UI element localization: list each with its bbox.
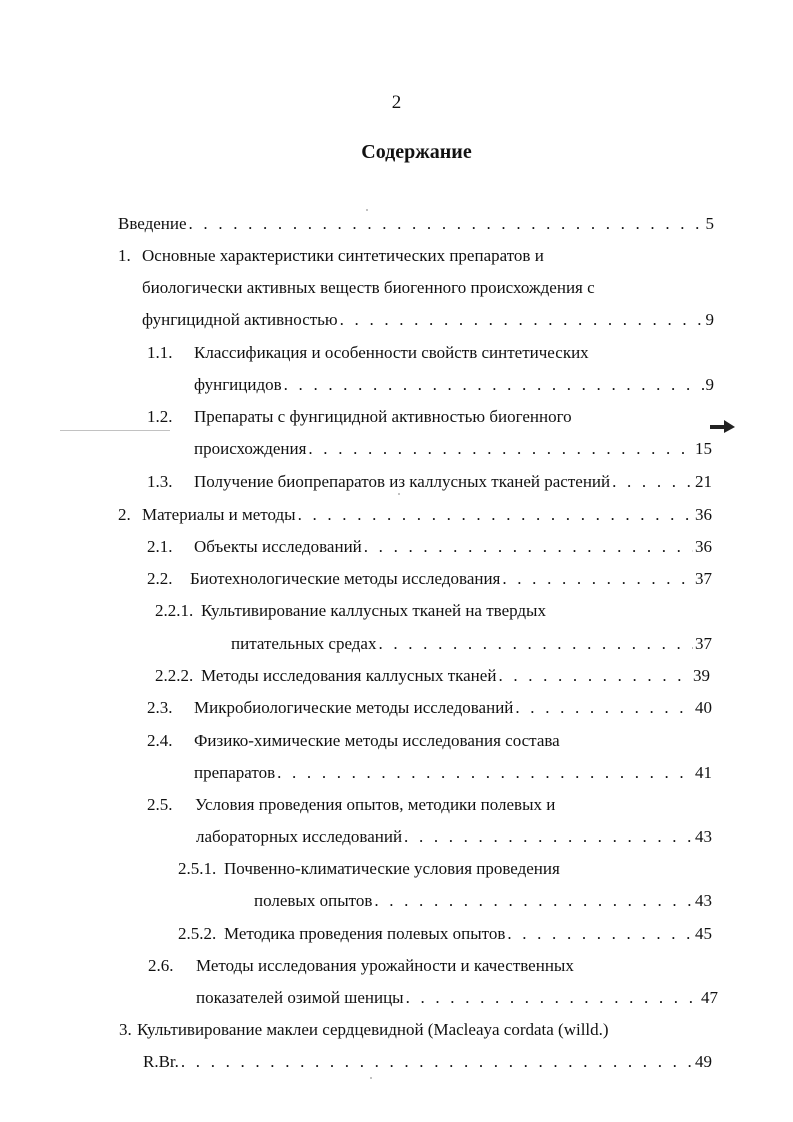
toc-entry-continuation — [142, 275, 714, 301]
toc-entry-number: 2.5. — [147, 795, 173, 814]
toc-leader — [308, 436, 693, 462]
toc-entry-text: фунгицидной активностью — [142, 310, 338, 329]
toc-leader — [298, 502, 693, 528]
toc-entry-number: 2.2.1. — [155, 601, 194, 620]
toc-entry — [118, 502, 712, 528]
toc-entry-number: 2.2. — [147, 569, 173, 588]
toc-entry — [147, 792, 712, 818]
toc-leader — [364, 534, 693, 560]
toc-entry-number: 1.1. — [147, 343, 173, 362]
toc-entry-text: Введение — [118, 214, 187, 233]
toc-entry — [178, 856, 712, 882]
toc-entry-page: 43 — [695, 827, 712, 846]
toc-leader — [498, 663, 691, 689]
toc-entry-continuation — [194, 436, 712, 462]
toc-entry-continuation — [231, 631, 712, 657]
toc-leader — [284, 372, 704, 398]
toc-entry-text: полевых опытов — [254, 891, 373, 910]
toc-entry-number: 2.5.2. — [178, 924, 217, 943]
toc-entry-text: Культивирование маклеи сердцевидной (Macleaya cordata (willd.) — [137, 1020, 609, 1039]
toc-entry-number: 2.4. — [147, 731, 173, 750]
toc-entry-page: 39 — [693, 666, 710, 685]
toc-entry — [147, 469, 712, 495]
toc-entry-number: 2.3. — [147, 698, 173, 717]
toc-entry-text: Получение биопрепаратов из каллусных тканей растений — [194, 472, 611, 491]
toc-entry-text: происхождения — [194, 439, 307, 458]
toc-entry-text: питательных средах — [231, 634, 377, 653]
toc-entry-text: Биотехнологические методы исследования — [190, 569, 501, 588]
toc-entry-text: препаратов — [194, 763, 276, 782]
scan-speck — [366, 209, 368, 211]
toc-entry-page: 49 — [695, 1052, 712, 1071]
toc-entry-text: Классификация и особенности свойств синтетических — [194, 343, 589, 362]
toc-entry — [119, 1017, 719, 1043]
toc-entry — [147, 404, 714, 430]
toc-entry-number: 1. — [118, 246, 131, 265]
toc-entry-number: 2.5.1. — [178, 859, 217, 878]
toc-entry-number: 1.2. — [147, 407, 173, 426]
toc-entry-text: Микробиологические методы исследований — [194, 698, 514, 717]
toc-entry-page: 9 — [705, 310, 714, 329]
toc-entry-text: Материалы и методы — [142, 505, 296, 524]
toc-entry-text: Условия проведения опытов, методики полевых и — [195, 795, 556, 814]
toc-entry-number: 1.3. — [147, 472, 173, 491]
toc-leader — [181, 1049, 693, 1075]
toc-leader — [189, 211, 704, 237]
toc-leader — [340, 307, 704, 333]
toc-entry-page: 36 — [695, 537, 712, 556]
toc-entry-page: 43 — [695, 891, 712, 910]
toc-entry-text: Методы исследования урожайности и качественных — [196, 956, 574, 975]
toc-entry-page: 37 — [695, 569, 712, 588]
toc-entry-page: 36 — [695, 505, 712, 524]
toc-leader — [378, 631, 693, 657]
toc-entry-text: Почвенно-климатические условия проведения — [224, 859, 560, 878]
toc-entry — [148, 953, 714, 979]
toc-entry — [147, 534, 712, 560]
toc-entry-continuation — [194, 760, 712, 786]
toc-entry-continuation — [143, 1049, 712, 1075]
toc-entry — [147, 340, 714, 366]
toc-entry-text: Объекты исследований — [194, 537, 362, 556]
toc-entry-text: фунгицидов — [194, 375, 282, 394]
toc-entry-number: 2.1. — [147, 537, 173, 556]
toc-entry-text: Основные характеристики синтетических препаратов и — [142, 246, 544, 265]
toc-entry-page: 9 — [705, 375, 714, 394]
toc-entry-page: 40 — [695, 698, 712, 717]
toc-entry-text: Культивирование каллусных тканей на твердых — [201, 601, 546, 620]
scan-speck — [370, 1077, 372, 1079]
toc-entry-page: 37 — [695, 634, 712, 653]
toc-entry-number: 2.6. — [148, 956, 174, 975]
toc-entry — [147, 728, 712, 754]
toc-entry-text: R.Br. — [143, 1052, 179, 1071]
page-number: 2 — [391, 92, 402, 113]
toc-leader — [277, 760, 693, 786]
toc-entry-page: 5 — [705, 214, 714, 233]
arrow-right-icon — [710, 419, 736, 435]
toc-entry-text: показателей озимой шеницы — [196, 988, 404, 1007]
toc-leader — [612, 469, 693, 495]
toc-entry — [155, 598, 712, 624]
toc-entry-page: 47 — [701, 988, 718, 1007]
toc-entry-text: Методы исследования каллусных тканей — [201, 666, 497, 685]
toc-entry-continuation — [142, 307, 714, 333]
toc-leader — [406, 985, 699, 1011]
toc-leader — [507, 921, 693, 947]
toc-entry — [178, 921, 712, 947]
toc-entry-text: Препараты с фунгицидной активностью биогенного — [194, 407, 572, 426]
toc-entry-continuation — [194, 372, 714, 398]
toc-entry-page: 41 — [695, 763, 712, 782]
toc-entry-text: биологически активных веществ биогенного происхождения с — [142, 278, 595, 297]
toc-entry-continuation — [254, 888, 712, 914]
toc-entry-number: 2.2.2. — [155, 666, 194, 685]
toc-entry-text: Физико-химические методы исследования состава — [194, 731, 560, 750]
toc-entry-page: 15 — [695, 439, 712, 458]
toc-entry-page: 21 — [695, 472, 712, 491]
toc-leader — [502, 566, 693, 592]
toc-leader — [374, 888, 693, 914]
toc-entry — [155, 663, 710, 689]
toc-entry-continuation — [196, 985, 718, 1011]
toc-entry-continuation — [196, 824, 712, 850]
toc-entry — [147, 695, 712, 721]
toc-entry-text: лабораторных исследований — [196, 827, 403, 846]
page-title: Содержание — [361, 141, 472, 163]
toc-leader — [404, 824, 693, 850]
toc-entry-page: 45 — [695, 924, 712, 943]
toc-entry-text: Методика проведения полевых опытов — [224, 924, 506, 943]
toc-leader — [515, 695, 693, 721]
toc-entry — [118, 211, 714, 237]
scan-speck — [398, 493, 400, 495]
scan-artifact-line — [60, 430, 170, 431]
toc-entry — [147, 566, 712, 592]
toc-entry-number: 3. — [119, 1020, 132, 1039]
toc-entry-number: 2. — [118, 505, 131, 524]
toc-entry — [118, 243, 714, 269]
